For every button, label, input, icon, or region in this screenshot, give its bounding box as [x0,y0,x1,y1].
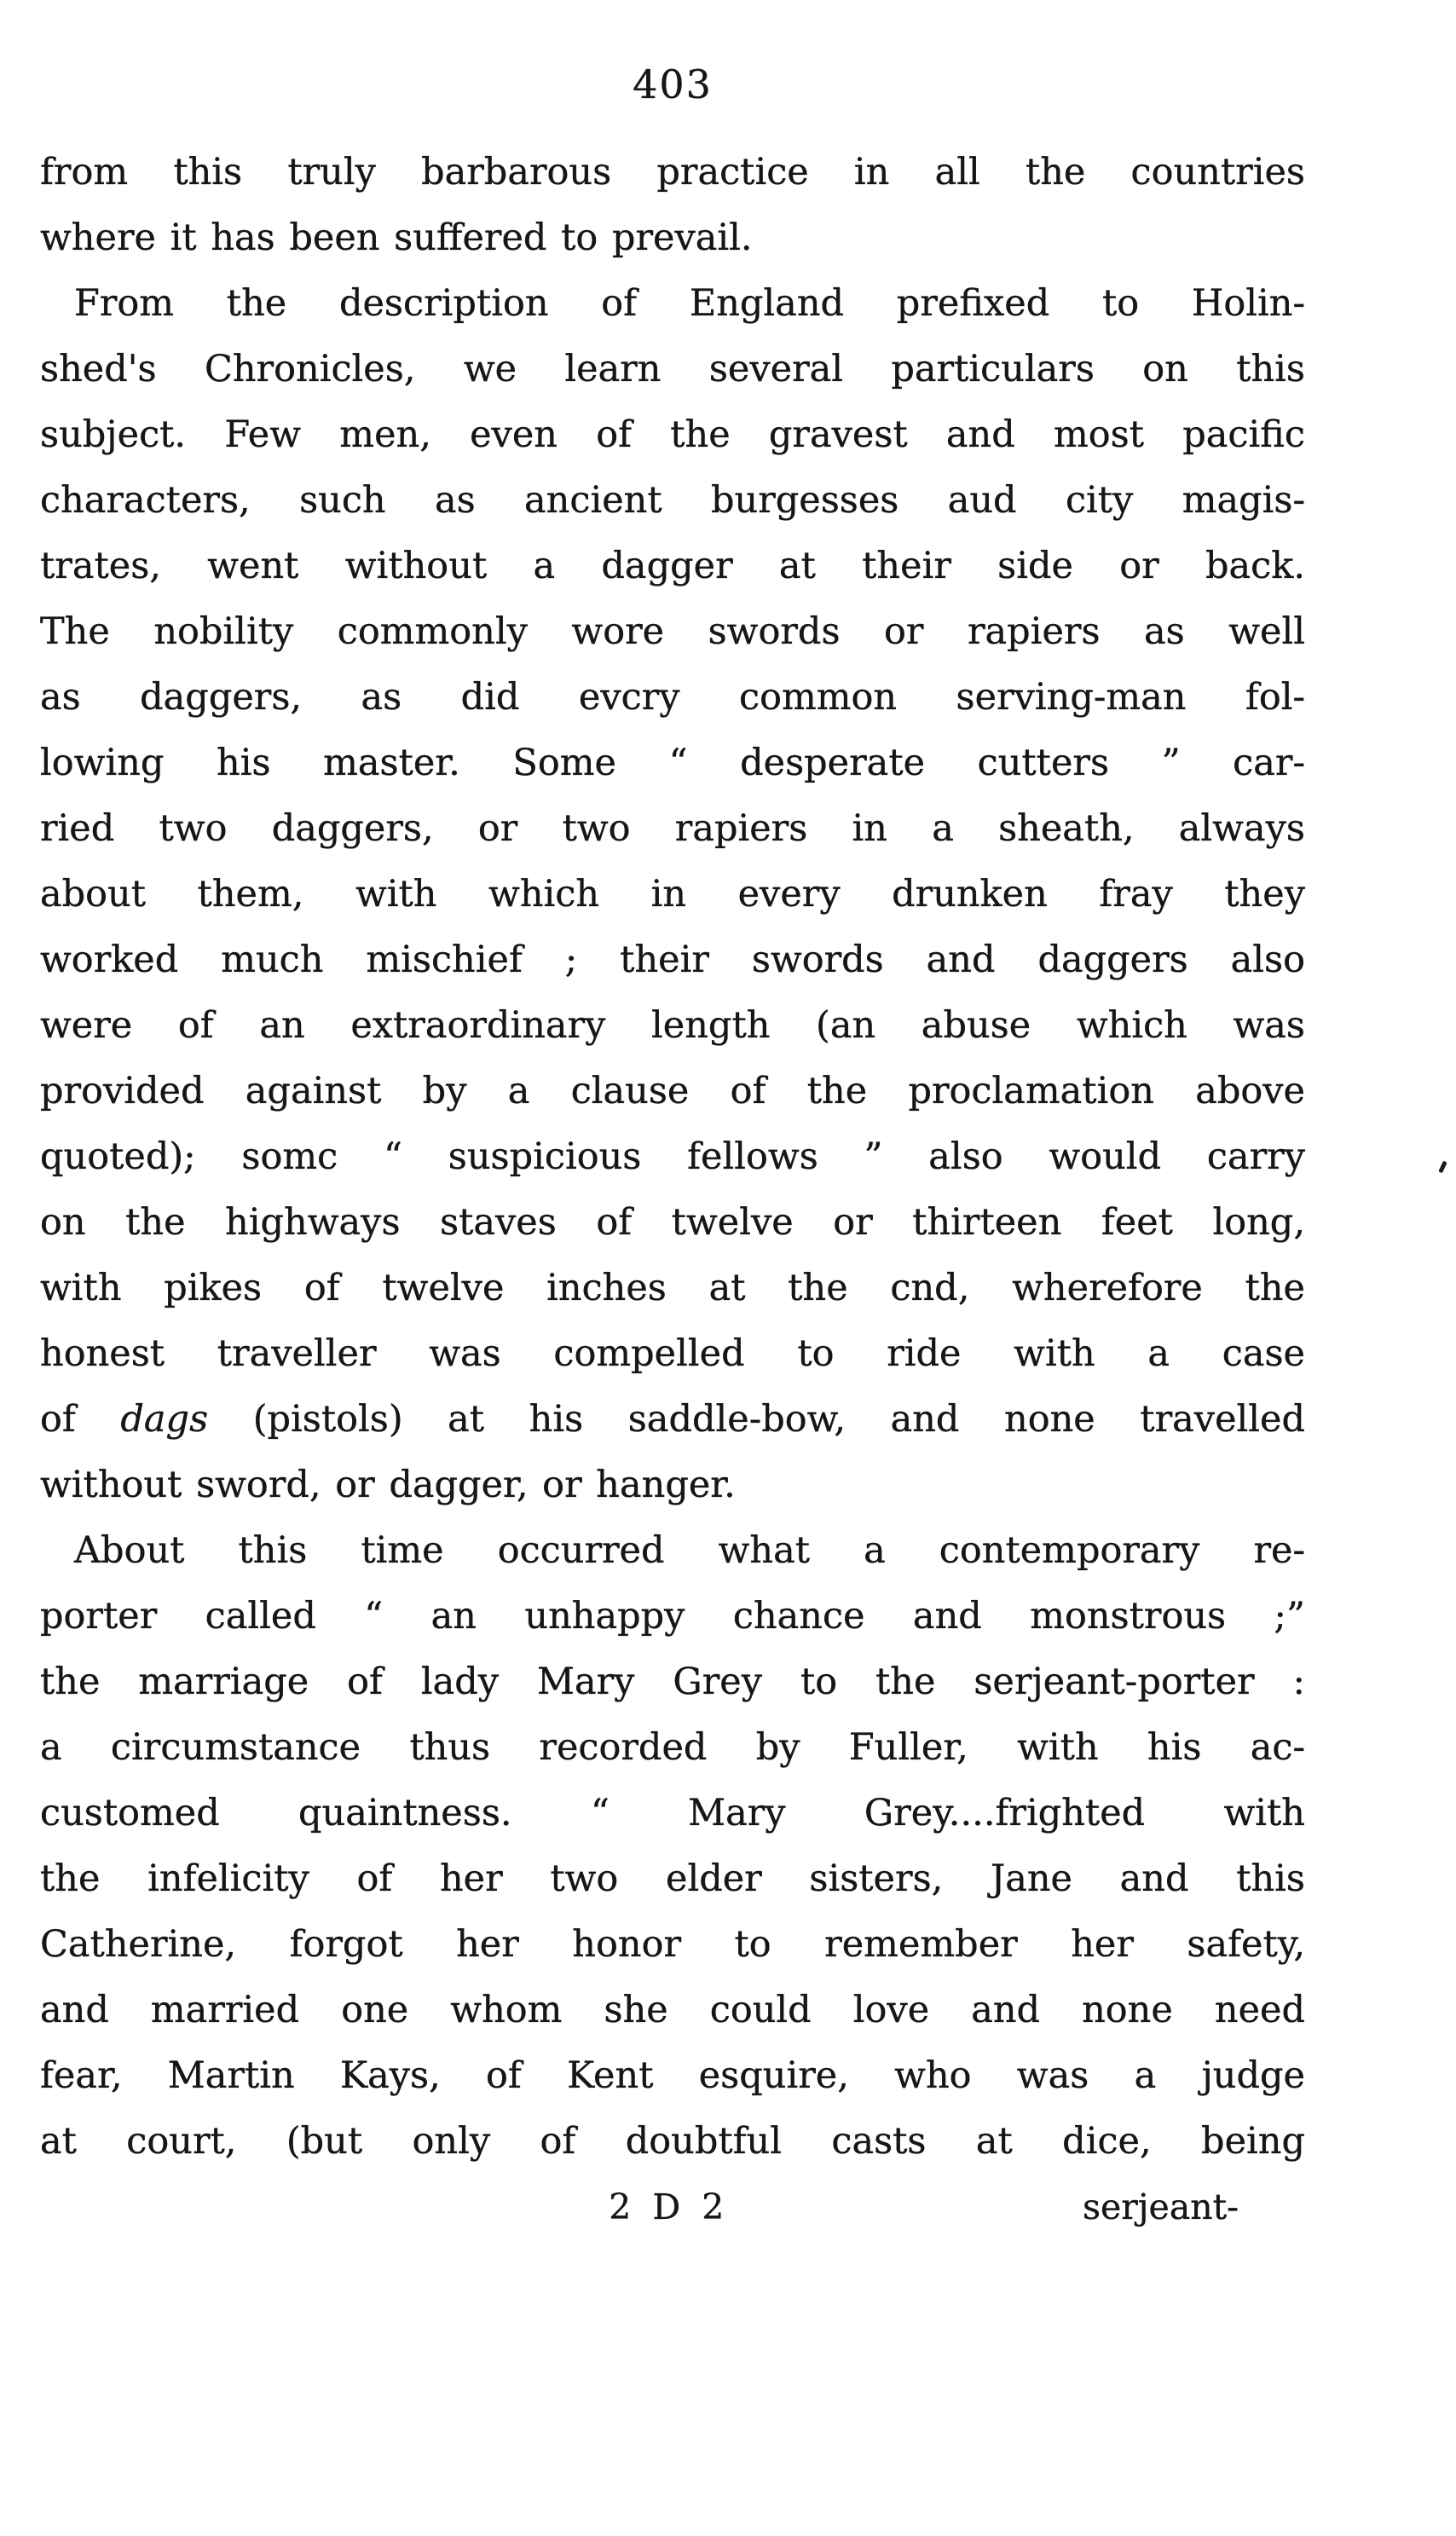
ink-speck [1438,1161,1447,1174]
text-line: as daggers, as did evcry common serving-man fol- [40,676,1305,719]
text-segment: of [40,1398,121,1441]
catchword: serjeant- [1082,2187,1239,2227]
text-line: worked much mischief ; their swords and daggers also [40,939,1305,981]
italic-word: dags [120,1398,209,1441]
text-line: without sword, or dagger, or hanger. [40,1464,736,1506]
text-line: ried two daggers, or two rapiers in a sheath, always [40,807,1305,850]
text-line: from this truly barbarous practice in all the countries [40,151,1305,194]
text-line: quoted); somc “ suspicious fellows ” also would carry [40,1135,1305,1178]
text-line: at court, (but only of doubtful casts at dice, being [40,2120,1305,2163]
text-line: on the highways staves of twelve or thirteen feet long, [40,1201,1305,1244]
text-line: honest traveller was compelled to ride with a case [40,1332,1305,1375]
text-line: with pikes of twelve inches at the cnd, wherefore the [40,1267,1305,1309]
text-line: the marriage of lady Mary Grey to the serjeant-porter : [40,1661,1305,1703]
text-line: lowing his master. Some “ desperate cutters ” car- [40,742,1305,784]
text-line: about them, with which in every drunken fray they [40,873,1305,916]
text-line [40,1387,1305,1453]
signature-mark: 2 D 2 [609,2187,730,2227]
text-line: fear, Martin Kays, of Kent esquire, who was a judge [40,2054,1305,2097]
text-line: a circumstance thus recorded by Fuller, with his ac- [40,1726,1305,1769]
text-line: trates, went without a dagger at their side or back. [40,545,1305,587]
text-segment: (pistols) at his saddle-bow, and none travelled [208,1398,1305,1441]
text-line: Catherine, forgot her honor to remember her safety, [40,1923,1305,1966]
paragraph [40,271,1305,1518]
text-line: the infelicity of her two elder sisters, Jane and this [40,1857,1305,1900]
text-line: customed quaintness. “ Mary Grey....frighted with [40,1792,1305,1834]
text-line: provided against by a clause of the proclamation above [40,1070,1305,1112]
text-line: The nobility commonly wore swords or rapiers as well [40,610,1305,653]
paragraph [40,1518,1305,2175]
text-line: From the description of England prefixed to Holin- [74,282,1305,325]
text-line: About this time occurred what a contemporary re- [74,1529,1305,1572]
text-line: shed's Chronicles, we learn several particulars on this [40,348,1305,390]
text-line: subject. Few men, even of the gravest and most pacific [40,413,1305,456]
paragraph [40,140,1305,271]
signature-line [40,2175,1305,2240]
page-number: 403 [633,61,713,107]
text-line: porter called “ an unhappy chance and monstrous ;” [40,1595,1305,1638]
text-block [40,140,1305,2175]
text-line: and married one whom she could love and none need [40,1989,1305,2031]
text-line: characters, such as ancient burgesses aud city magis- [40,479,1305,522]
text-line: were of an extraordinary length (an abuse which was [40,1004,1305,1047]
text-line: where it has been suffered to prevail. [40,217,753,259]
